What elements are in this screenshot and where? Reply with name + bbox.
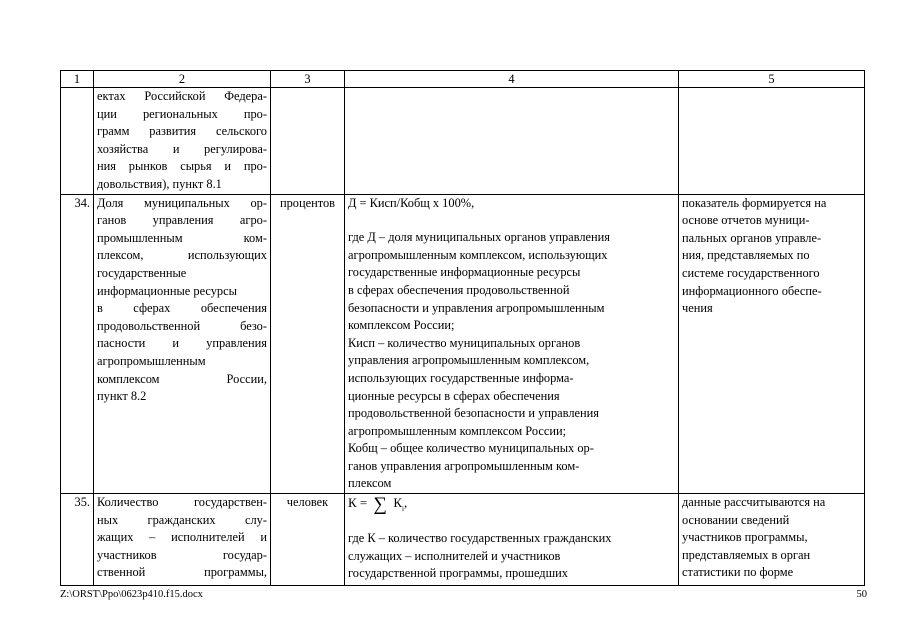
text-line: ционные ресурсы в сферах обеспечения: [348, 388, 560, 403]
indicator-name-cell: [94, 194, 271, 494]
text-line: управления агропромышленным комплексом,: [348, 353, 590, 368]
text-line: участников программы,: [682, 530, 808, 545]
text-line: довольствия), пункт 8.1: [97, 176, 222, 191]
text-line: государственной программы, прошедших: [348, 566, 568, 581]
text-line: промышленным ком-: [97, 230, 267, 245]
text-line: ектах Российской Федера-: [97, 89, 267, 103]
unit-cell: [271, 88, 345, 195]
row-number: 34.: [61, 194, 94, 494]
header-col-1: 1: [61, 71, 94, 88]
row-number: [61, 88, 94, 195]
text-line: ции региональных про-: [97, 106, 267, 121]
text-line: ния рынков сырья и про-: [97, 159, 267, 174]
text-line: плексом: [348, 476, 392, 491]
formula-lhs: К: [348, 495, 357, 511]
indicator-name-cell: [94, 88, 271, 195]
formula-equals: =: [359, 495, 368, 511]
table-row: [61, 194, 865, 494]
formula-tail: ,: [403, 495, 408, 511]
text-line: пункт 8.2: [97, 389, 147, 404]
text-line: системе государственного: [682, 265, 820, 280]
indicator-name-cell: [94, 494, 271, 586]
text-line: агропромышленным комплексом, использующих: [348, 247, 608, 262]
text-line: государственные информационные ресурсы: [348, 265, 581, 280]
page-number: 50: [856, 589, 867, 600]
source-cell: [679, 88, 865, 195]
unit-cell: человек: [271, 494, 345, 586]
unit-cell: процентов: [271, 194, 345, 494]
footer-file-path: Z:\ORST\Ppo\0623p410.f15.docx: [60, 589, 203, 600]
text-line: ганов управления агро-: [97, 213, 267, 228]
text-line: продовольственной безопасности и управления: [348, 406, 599, 421]
method-cell: [345, 88, 679, 195]
text-line: чения: [682, 301, 713, 316]
table-row: [61, 494, 865, 586]
text-line: представляемых в орган: [682, 547, 811, 562]
text-line: в сферах обеспечения: [97, 301, 267, 316]
text-line: статистики по форме: [682, 565, 794, 580]
method-cell: [345, 194, 679, 494]
table-header-row: [61, 71, 865, 88]
formula-subscript: i: [401, 505, 404, 514]
text-line: плексом, использующих: [97, 248, 267, 263]
header-col-5: 5: [679, 71, 865, 88]
text-line: пальных органов управле-: [682, 230, 822, 245]
text-line: где К – количество государственных гражданских: [348, 531, 612, 546]
text-line: информационного обеспе-: [682, 283, 822, 298]
method-cell: [345, 494, 679, 586]
text-line: агропромышленным комплексом России;: [348, 423, 567, 438]
text-line: информационные ресурсы: [97, 283, 237, 298]
text-line: использующих государственные информа-: [348, 370, 574, 385]
text-line: Количество государствен-: [97, 495, 267, 510]
formula-term: К: [393, 495, 402, 511]
source-cell: [679, 494, 865, 586]
text-line: основе отчетов муници-: [682, 213, 810, 228]
text-line: Доля муниципальных ор-: [97, 195, 267, 210]
text-line: в сферах обеспечения продовольственной: [348, 282, 570, 297]
text-line: безопасности и управления агропромышленным: [348, 300, 605, 315]
text-line: агропромышленным: [97, 353, 206, 368]
sum-formula: [348, 494, 675, 516]
text-line: ганов управления агропромышленным ком-: [348, 458, 580, 473]
text-line: комплексом России;: [348, 318, 455, 333]
text-line: грамм развития сельского: [97, 124, 267, 139]
blank-line: [348, 212, 675, 229]
text-line: продовольственной безо-: [97, 318, 267, 333]
text-line: данные рассчитываются на: [682, 495, 826, 510]
text-line: государственные: [97, 265, 187, 280]
table-row: [61, 88, 865, 195]
text-line: Кисп – количество муниципальных органов: [348, 335, 581, 350]
text-line: Кобщ – общее количество муниципальных ор-: [348, 441, 594, 456]
text-line: хозяйства и регулирова-: [97, 141, 267, 156]
indicators-table: [60, 70, 865, 586]
text-line: служащих – исполнителей и участников: [348, 548, 561, 563]
text-line: показатель формируется на: [682, 195, 827, 210]
source-cell: [679, 194, 865, 494]
text-line: комплексом России,: [97, 371, 267, 386]
text-line: пасности и управления: [97, 336, 267, 351]
header-col-4: 4: [345, 71, 679, 88]
text-line: жащих – исполнителей и: [97, 530, 267, 545]
text-line: где Д – доля муниципальных органов управления: [348, 230, 611, 245]
row-number: 35.: [61, 494, 94, 586]
text-line: основании сведений: [682, 512, 790, 527]
formula-line: Д = Кисп/Кобщ x 100%,: [348, 195, 475, 210]
header-col-3: 3: [271, 71, 345, 88]
text-line: ных гражданских слу-: [97, 512, 267, 527]
text-line: ственной программы,: [97, 565, 267, 580]
text-line: участников государ-: [97, 547, 267, 562]
header-col-2: 2: [94, 71, 271, 88]
sigma-symbol: ∑: [373, 494, 388, 516]
text-line: ния, представляемых по: [682, 248, 810, 263]
